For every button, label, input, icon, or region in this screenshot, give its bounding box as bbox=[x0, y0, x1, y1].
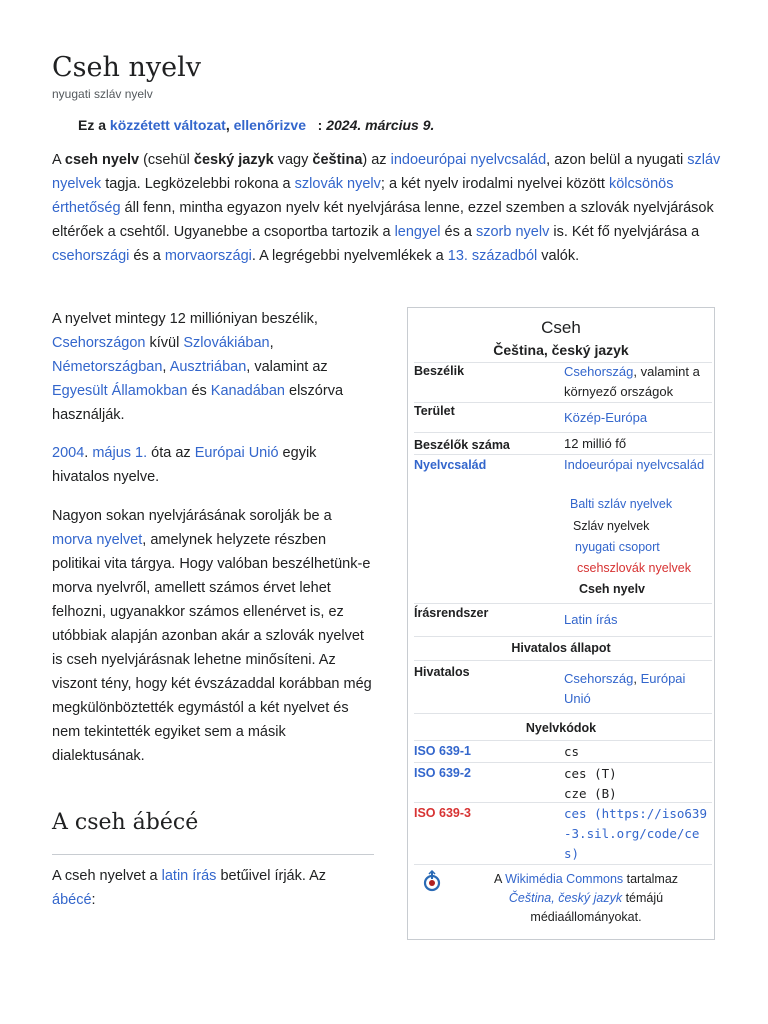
link-indoeuropean[interactable]: indoeurópai nyelvcsalád bbox=[390, 152, 547, 168]
section-divider bbox=[52, 854, 374, 855]
link-bohemian[interactable]: csehországi bbox=[52, 248, 130, 264]
text: elszórva használják. bbox=[52, 383, 344, 423]
wikimedia-commons-icon bbox=[420, 870, 444, 894]
link-germany[interactable]: Németországban bbox=[52, 359, 163, 375]
speakers-value: 12 millió fő bbox=[564, 436, 627, 451]
link-canada[interactable]: Kanadában bbox=[210, 383, 285, 399]
link-wikimedia-commons[interactable]: Wikimédia Commons bbox=[505, 872, 624, 886]
text: óta az bbox=[147, 445, 195, 461]
text: valók. bbox=[537, 248, 580, 264]
section-heading: A cseh ábécé bbox=[52, 810, 199, 835]
link-austria[interactable]: Ausztriában bbox=[169, 359, 247, 375]
text: is. Két fő nyelvjárása a bbox=[549, 224, 700, 240]
divider bbox=[414, 713, 712, 714]
divider bbox=[414, 740, 712, 741]
text: és a bbox=[440, 224, 476, 240]
text: és a bbox=[129, 248, 165, 264]
link-slovakia[interactable]: Szlovákiában bbox=[183, 335, 270, 351]
area-value bbox=[564, 408, 712, 428]
link-sorbian[interactable]: szorb nyelv bbox=[475, 224, 550, 240]
official-value bbox=[564, 669, 712, 709]
text: , valamint az bbox=[246, 359, 328, 375]
spoken-value bbox=[564, 362, 712, 402]
script-value bbox=[564, 610, 712, 630]
official-label: Hivatalos bbox=[414, 665, 470, 679]
revision-separator: , bbox=[225, 117, 230, 133]
link-may-1[interactable]: május 1. bbox=[92, 445, 148, 461]
link-central-europe[interactable]: Közép-Európa bbox=[564, 410, 648, 425]
family-tree-node: Cseh nyelv bbox=[579, 582, 646, 596]
text: , amelynek helyzete részben politikai vita tárgya. Hogy valóban beszélhetünk-e morva nyelvről, amellett számos érvet lehet felhozni, ugyanakkor számos ellenérvet is, ez utóbbiak alapján azonban akár a szlovák nyelvet is cseh nyelvjárásnak lehetne minősíteni. Az viszont tény, hogy két évszázaddal korábban még megkülönböztették egymástól a két nyelvet és nem tekintették egyiket sem a másik dialektusának. bbox=[52, 532, 372, 764]
bold-term: český jazyk bbox=[193, 152, 274, 168]
speakers-label: Beszélők száma bbox=[414, 438, 510, 452]
intro-paragraph bbox=[52, 148, 724, 268]
iso1-label bbox=[414, 744, 471, 758]
divider bbox=[414, 762, 712, 763]
text: A cseh nyelvet a bbox=[52, 868, 162, 884]
checked-link[interactable]: ellenőrizve bbox=[233, 117, 306, 133]
official-status-heading: Hivatalos állapot bbox=[511, 641, 611, 655]
speakers-paragraph bbox=[52, 307, 372, 427]
text: egyik hivatalos nyelve. bbox=[52, 445, 317, 485]
family-tree-node: Szláv nyelvek bbox=[573, 519, 650, 533]
infobox-subtitle: Čeština, český jazyk bbox=[493, 342, 629, 358]
link-commons-topic[interactable]: Čeština, český jazyk bbox=[508, 891, 623, 905]
text: : bbox=[91, 892, 96, 908]
iso2-b: cze (B) bbox=[564, 786, 617, 801]
alphabet-paragraph bbox=[52, 864, 372, 912]
link-iso-639-1[interactable]: ISO 639-1 bbox=[414, 744, 471, 758]
iso2-t: ces (T) bbox=[564, 766, 617, 781]
text: ; a két nyelv irodalmi nyelvei között bbox=[380, 176, 609, 192]
bold-term: čeština bbox=[312, 152, 363, 168]
link-2004[interactable]: 2004 bbox=[52, 445, 85, 461]
iso3-value[interactable] bbox=[564, 804, 708, 864]
iso2-label bbox=[414, 766, 471, 780]
text: , bbox=[162, 359, 170, 375]
text: és bbox=[187, 383, 211, 399]
link-west-slavic[interactable]: nyugati csoport bbox=[575, 540, 660, 554]
infobox-title: Cseh bbox=[541, 318, 581, 337]
moravian-paragraph bbox=[52, 504, 372, 768]
family-tree-node bbox=[575, 540, 660, 554]
family-root bbox=[564, 455, 712, 475]
family-label bbox=[414, 458, 486, 472]
text: ) az bbox=[362, 152, 391, 168]
link-iso-639-3-code[interactable]: ces (https://iso639-3.sil.org/code/ces) bbox=[564, 806, 707, 861]
link-13th-century[interactable]: 13. századból bbox=[447, 248, 538, 264]
link-czechia[interactable]: Csehország bbox=[564, 671, 634, 686]
published-version-link[interactable]: közzétett változat bbox=[109, 117, 226, 133]
text: , bbox=[269, 335, 274, 351]
language-codes-heading: Nyelvkódok bbox=[525, 721, 597, 735]
link-alphabet[interactable]: ábécé bbox=[52, 892, 92, 908]
text: , valamint a környező országok bbox=[564, 364, 700, 399]
link-indoeuropean[interactable]: Indoeurópai nyelvcsalád bbox=[564, 457, 705, 472]
divider bbox=[414, 603, 712, 604]
eu-paragraph bbox=[52, 441, 372, 489]
family-tree-node[interactable]: csehszlovák nyelvek bbox=[577, 561, 691, 575]
text: , bbox=[633, 671, 641, 686]
text: A nyelvet mintegy 12 millióniyan beszélik, bbox=[52, 311, 318, 327]
commons-notice bbox=[464, 870, 708, 927]
text: tartalmaz bbox=[623, 872, 679, 886]
page-subtitle: nyugati szláv nyelv bbox=[52, 87, 153, 101]
divider bbox=[414, 660, 712, 661]
link-mutual-intelligibility[interactable]: kölcsönös érthetőség bbox=[52, 176, 674, 216]
divider bbox=[414, 402, 712, 403]
link-latin-script[interactable]: latin írás bbox=[161, 868, 217, 884]
link-czechia[interactable]: Csehországon bbox=[52, 335, 146, 351]
link-polish[interactable]: lengyel bbox=[394, 224, 441, 240]
text: kívül bbox=[145, 335, 184, 351]
page-title: Cseh nyelv bbox=[52, 52, 201, 83]
link-slovak-language[interactable]: szlovák nyelv bbox=[294, 176, 381, 192]
divider bbox=[414, 636, 712, 637]
link-european-union[interactable]: Európai Unió bbox=[564, 671, 686, 706]
family-tree-node bbox=[570, 497, 672, 511]
iso1-value: cs bbox=[564, 744, 580, 759]
script-label: Írásrendszer bbox=[414, 606, 489, 620]
text: . A legrégebbi nyelvemlékek a bbox=[251, 248, 448, 264]
link-european-union[interactable]: Európai Unió bbox=[194, 445, 279, 461]
link-moravian-language[interactable]: morva nyelvet bbox=[52, 532, 143, 548]
spoken-label: Beszélik bbox=[414, 364, 465, 378]
infobox bbox=[407, 307, 715, 940]
link-moravian[interactable]: morvaországi bbox=[164, 248, 252, 264]
text: témájú médiaállományokat. bbox=[530, 891, 664, 924]
text: tagja. Legközelebbi rokona a bbox=[101, 176, 295, 192]
revision-date: 2024. március 9. bbox=[326, 117, 435, 133]
link-language-family[interactable]: Nyelvcsalád bbox=[414, 458, 487, 472]
text: betűivel írják. Az bbox=[216, 868, 327, 884]
text: vagy bbox=[273, 152, 313, 168]
iso2-value bbox=[564, 764, 712, 804]
divider bbox=[414, 802, 712, 803]
link-slavic-languages[interactable]: szláv nyelvek bbox=[52, 152, 721, 192]
link-balto-slavic[interactable]: Balti szláv nyelvek bbox=[570, 497, 673, 511]
text: . bbox=[84, 445, 93, 461]
link-usa[interactable]: Egyesült Államokban bbox=[52, 383, 188, 399]
text: , azon belül a nyugati bbox=[546, 152, 688, 168]
text: A bbox=[52, 152, 65, 168]
revision-notice bbox=[78, 117, 434, 133]
text: Nagyon sokan nyelvjárásának sorolják be a bbox=[52, 508, 332, 524]
link-iso-639-2[interactable]: ISO 639-2 bbox=[414, 766, 471, 780]
iso3-label[interactable]: ISO 639-3 bbox=[414, 806, 471, 820]
revision-prefix: Ez a bbox=[78, 117, 107, 133]
text: A bbox=[493, 872, 506, 886]
text: (csehül bbox=[139, 152, 194, 168]
link-czechia[interactable]: Csehország bbox=[564, 364, 634, 379]
revision-colon: : bbox=[317, 117, 323, 133]
link-latin-script[interactable]: Latin írás bbox=[564, 612, 618, 627]
divider bbox=[414, 432, 712, 433]
divider bbox=[414, 864, 712, 865]
bold-term: cseh nyelv bbox=[64, 152, 140, 168]
text: áll fenn, mintha egyazon nyelv két nyelvjárása lenne, ezzel szemben a szlovák nyelvjárások eltérőek a csehtől. Ugyanebbe a csoportba tartozik a bbox=[52, 200, 714, 240]
area-label: Terület bbox=[414, 404, 455, 418]
